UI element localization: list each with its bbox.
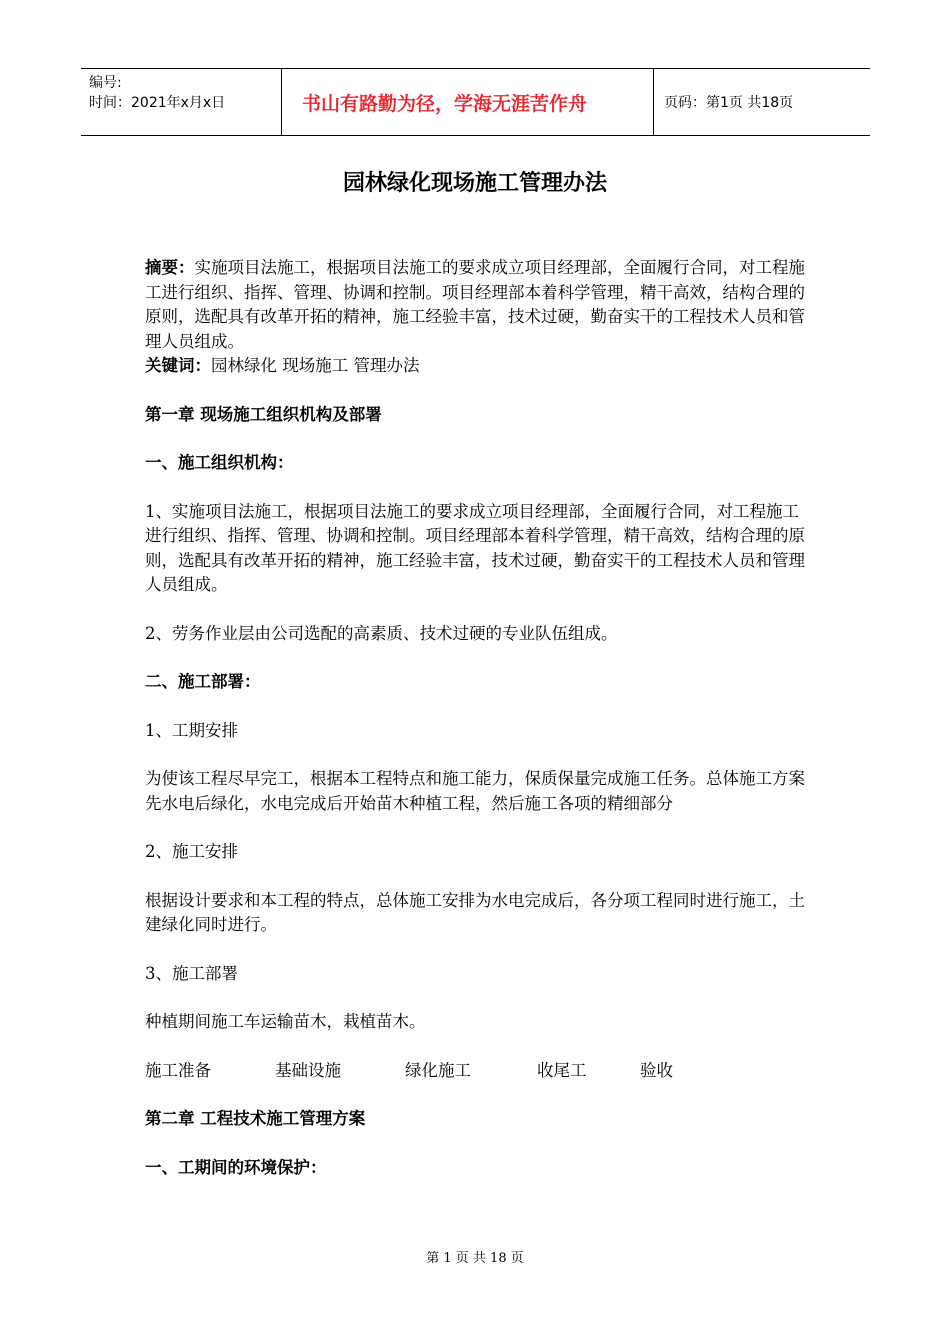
item-schedule-text: 为使该工程尽早完工，根据本工程特点和施工能力，保质保量完成施工任务。总体施工方案先水电后绿化，水电完成后开始苗木种植工程，然后施工各项的精细部分: [145, 769, 805, 813]
abstract-text: 实施项目法施工，根据项目法施工的要求成立项目经理部，全面履行合同，对工程施工进行组织、指挥、管理、协调和控制。项目经理部本着科学管理，精干高效，结构合理的原则，选配具有改革开拓的精神，施工经验丰富，技术过硬，勤奋实干的工程技术人员和管理人员组成。: [145, 258, 805, 351]
keywords-label: 关键词：: [145, 356, 211, 375]
header-page-info: 页码：第1页 共18页: [664, 95, 794, 111]
section-organization-heading: 一、施工组织机构：: [145, 453, 294, 472]
section-organization-paragraph-2: 2、劳务作业层由公司选配的高素质、技术过硬的专业队伍组成。: [145, 623, 618, 643]
item-deployment-text: 种植期间施工车运输苗木，栽植苗木。: [145, 1012, 426, 1031]
flow-step: 施工准备: [145, 1060, 211, 1080]
page-header: [81, 68, 870, 136]
item-deployment-title: 3、施工部署: [145, 963, 238, 983]
item-arrangement-title: 2、施工安排: [145, 842, 238, 861]
section-deployment-heading: 二、施工部署：: [145, 672, 261, 691]
flow-step: 绿化施工: [405, 1060, 471, 1080]
header-meta: [81, 69, 282, 135]
keywords: [145, 354, 805, 379]
section-environment-heading: 一、工期间的环境保护：: [145, 1157, 327, 1177]
keywords-text: 园林绿化 现场施工 管理办法: [211, 356, 420, 375]
document-title: 园林绿化现场施工管理办法: [342, 170, 607, 196]
item-arrangement-text: 根据设计要求和本工程的特点，总体施工安排为水电完成后，各分项工程同时进行施工，土建绿化同时进行。: [145, 890, 805, 934]
chapter1-heading: 第一章 现场施工组织机构及部署: [145, 404, 382, 424]
section-organization-paragraph-1: 1、实施项目法施工，根据项目法施工的要求成立项目经理部，全面履行合同，对工程施工进行组织、指挥、管理、协调和控制。项目经理部本着科学管理，精干高效，结构合理的原则，选配具有改革开拓的精神，施工经验丰富，技术过硬，勤奋实干的工程技术人员和管理人员组成。: [145, 501, 805, 594]
flow-step: 基础设施: [275, 1060, 341, 1080]
abstract-label: 摘要：: [145, 258, 195, 277]
page-footer: 第 1 页 共 18 页: [426, 1251, 524, 1266]
document-time: 时间：2021年x月x日: [89, 95, 226, 111]
chapter2-heading: 第二章 工程技术施工管理方案: [145, 1109, 366, 1128]
document-number-label: 编号:: [89, 75, 122, 91]
construction-flow: [145, 1059, 805, 1084]
item-schedule-title: 1、工期安排: [145, 720, 238, 740]
document-body: [145, 256, 805, 1180]
flow-step: 验收: [640, 1060, 673, 1080]
flow-step: 收尾工: [537, 1060, 587, 1080]
abstract: [145, 256, 805, 354]
header-motto: 书山有路勤为径，学海无涯苦作舟: [282, 69, 654, 135]
